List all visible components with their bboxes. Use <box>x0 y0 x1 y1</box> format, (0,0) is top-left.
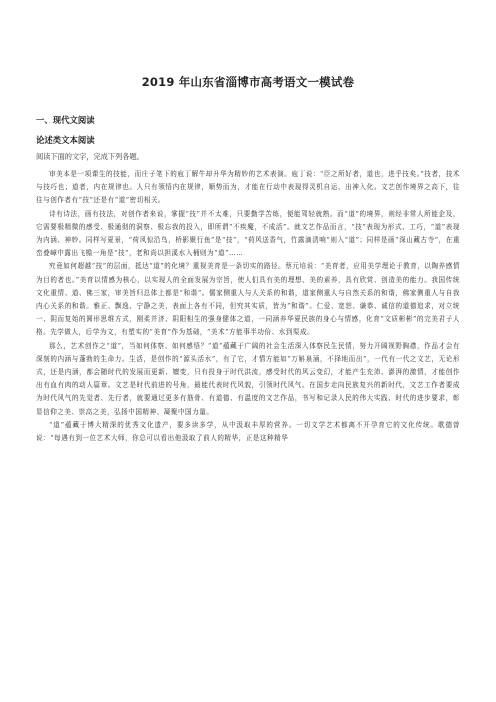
paragraph-3: 究竟如何超越“技”的层面，抵达“道”的化境？重视美育是一条切实的路径。蔡元培说：“美育者，应用美学理论于教育，以陶养感情为目的者也。”美育以情感为核心，以实现人的全面发展为宗旨，使人们具有美的理想、美的素养，具有欣赏、创造美的能力。我国传统文化重情、道、佛三家，审美旨归总体上都是“和谐”。儒家侧重人与人关系的和谐，道家侧重人与自然关系的和谐，佛家侧重人与自我内心关系的和谐。雅正、飘逸、宁静之美，表面上各有不同，但究其实质，皆为“和谐”。仁爱、宽恕、谦恭、诚信的道德追求，对立统一、阴而复始的圆形思维方式，刚柔并济、阴阳相生的强身健体之道，一同涵养华夏民族的身心与情感，化育“文质彬彬”的完美君子人格。先学做人，后学为文，有塑实的“美育”作为基础，“美术”方能事半功倍、水到渠成。 <box>36 262 460 337</box>
section-heading: 一、现代文阅读 <box>36 115 95 125</box>
paragraph-2: 诗有诗法，画有技法，对创作者来说，掌握“技”并不太难，只要勤学苦练，便能驾轻就熟。而“道”的境界，则经非常人所能企及，它需要极精微的感受、极通彻的洞察、极忘我的投入，即所谓“不疾魔，不成活”。就文艺作品而言，“技”表现为形式、工巧，“道”表现为内涵、神妙。同样写夏景，“荷风惊沿鸟，桥影聚行鱼”是“技”，“荷风送香气，竹露滴清响”则入“道”；同样是画“深山藏古寺”，在重峦叠嶂中露出飞檐一角是“技”，老和尚以担溪水入桶则为“道”…… <box>36 209 460 258</box>
document-title: 2019 年山东省淄博市高考语文一模试卷 <box>141 75 355 89</box>
paragraph-1: 审美本是一项课生的技能，而庄子笔下的庖丁解牛却升华为精妙的艺术表演。庖丁说：“臣之所好者，道也，进乎技矣。”技者，技术与技巧也；道者，内在规律也。人只有领悟内在规律，顺势而为，才能在行动中表现得灵机自运、出神入化。文艺创作境界之高下，往往与创作者有“技”还是有“道”密切相关。 <box>36 170 460 205</box>
paragraph-4: 那么，艺术创作之“道”，当如何体察、如何感悟？“道”蕴藏于广阔的社会生活深入体察民生民情，努力开阔视野胸襟，作品才会有深刻的内涵与蓬勃的生命力。生活，是创作的“源头活水”，有了它，才情方能如“万斛泉涌，不择地而出”，一代有一代之文艺，无论形式，还是内涵，都会随时代的发展而更新、嬗变，只有投身于时代洪流，感受时代的风云变幻，才能产生充沛、澎湃的激情，才能创作出有血有肉的动人篇章。文艺是时代前进的号角，最能代表时代风貌，引领时代风气。在国步走向民族复兴的新时代，文艺工作者要成为时代风气的先觉者、先行者，就要通过更多有筋骨、有道德、有温度的文艺作品，书写和记录人民的伟大实践、时代的进步要求，彰显信仰之美、崇高之美，弘扬中国精神、凝聚中国力量。 <box>36 341 460 416</box>
paragraph-5: “道”蕴藏于博大精深的优秀文化遗产，要多读多学，从中汲取丰厚的营养。一切文学艺术都离不开孕育它的文化传统。歌德曾说：“每遇有到一位艺术大师，你总可以看出他汲取了前人的精华，正是这种精华 <box>36 420 460 443</box>
subsection-heading: 论述类文本阅读 <box>36 135 95 145</box>
instruction-text: 阅读下面的文字，完成下列各题。 <box>36 152 144 161</box>
